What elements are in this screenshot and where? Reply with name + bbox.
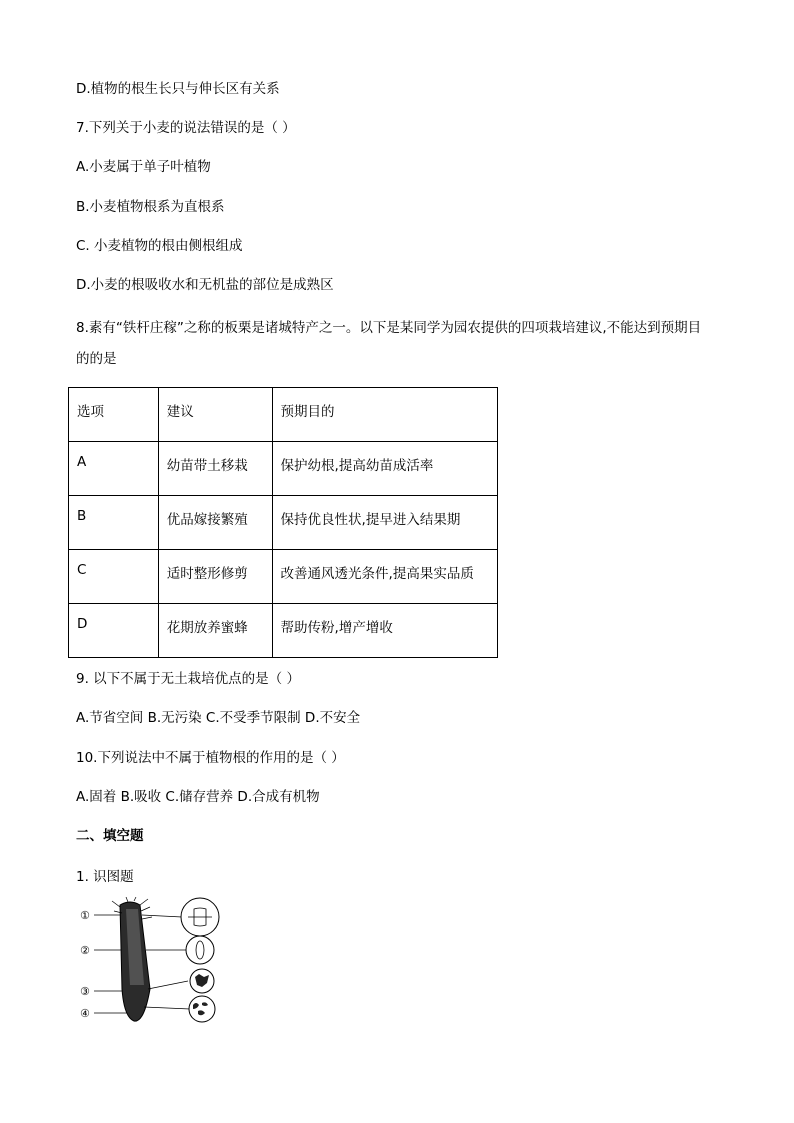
table-row [69, 442, 498, 496]
table-cell: 优品嫁接繁殖 [158, 496, 272, 550]
table-cell: C [69, 550, 159, 604]
section-title-fill-in: 二、填空题 [76, 828, 144, 844]
table-cell: 改善通风透光条件,提高果实品质 [272, 550, 497, 604]
root-tip-diagram [78, 897, 228, 1025]
table-cell: 幼苗带土移栽 [158, 442, 272, 496]
label-4: ④ [80, 1007, 90, 1020]
table-row [69, 604, 498, 658]
table-cell: 花期放养蜜蜂 [158, 604, 272, 658]
label-2: ② [80, 944, 90, 957]
q7-option-d: D.小麦的根吸收水和无机盐的部位是成熟区 [76, 277, 334, 293]
q7-stem: 7.下列关于小麦的说法错误的是（ ） [76, 120, 296, 136]
table-cell: 适时整形修剪 [158, 550, 272, 604]
table-cell: A [69, 442, 159, 496]
q7-option-b: B.小麦植物根系为直根系 [76, 199, 225, 215]
q7-option-a: A.小麦属于单子叶植物 [76, 159, 211, 175]
table-header-cell: 建议 [158, 388, 272, 442]
label-1: ① [80, 909, 90, 922]
table-row [69, 496, 498, 550]
table-row [69, 550, 498, 604]
table-cell: D [69, 604, 159, 658]
table-header-cell: 预期目的 [272, 388, 497, 442]
q10-options: A.固着 B.吸收 C.储存营养 D.合成有机物 [76, 789, 320, 805]
table-header-cell: 选项 [69, 388, 159, 442]
q8-stem-line2: 的的是 [76, 351, 117, 367]
table-cell: B [69, 496, 159, 550]
table-cell: 帮助传粉,增产增收 [272, 604, 497, 658]
cell-elongation-zone [186, 936, 214, 964]
q8-stem-line1: 8.素有“铁杆庄稼”之称的板栗是诸城特产之一。以下是某同学为园农提供的四项栽培建议,不能达到预期目 [76, 320, 702, 336]
table-header-row [69, 388, 498, 442]
q6-option-d: D.植物的根生长只与伸长区有关系 [76, 81, 280, 97]
q7-option-c: C. 小麦植物的根由侧根组成 [76, 238, 243, 254]
q9-options: A.节省空间 B.无污染 C.不受季节限制 D.不安全 [76, 710, 361, 726]
table-cell: 保护幼根,提高幼苗成活率 [272, 442, 497, 496]
fill-question-1: 1. 识图题 [76, 869, 134, 885]
table-cell: 保持优良性状,提早进入结果期 [272, 496, 497, 550]
suggestion-table [68, 387, 498, 658]
q10-stem: 10.下列说法中不属于植物根的作用的是（ ） [76, 750, 345, 766]
q9-stem: 9. 以下不属于无土栽培优点的是（ ） [76, 671, 300, 687]
label-3: ③ [80, 985, 90, 998]
cell-root-cap [189, 996, 215, 1022]
